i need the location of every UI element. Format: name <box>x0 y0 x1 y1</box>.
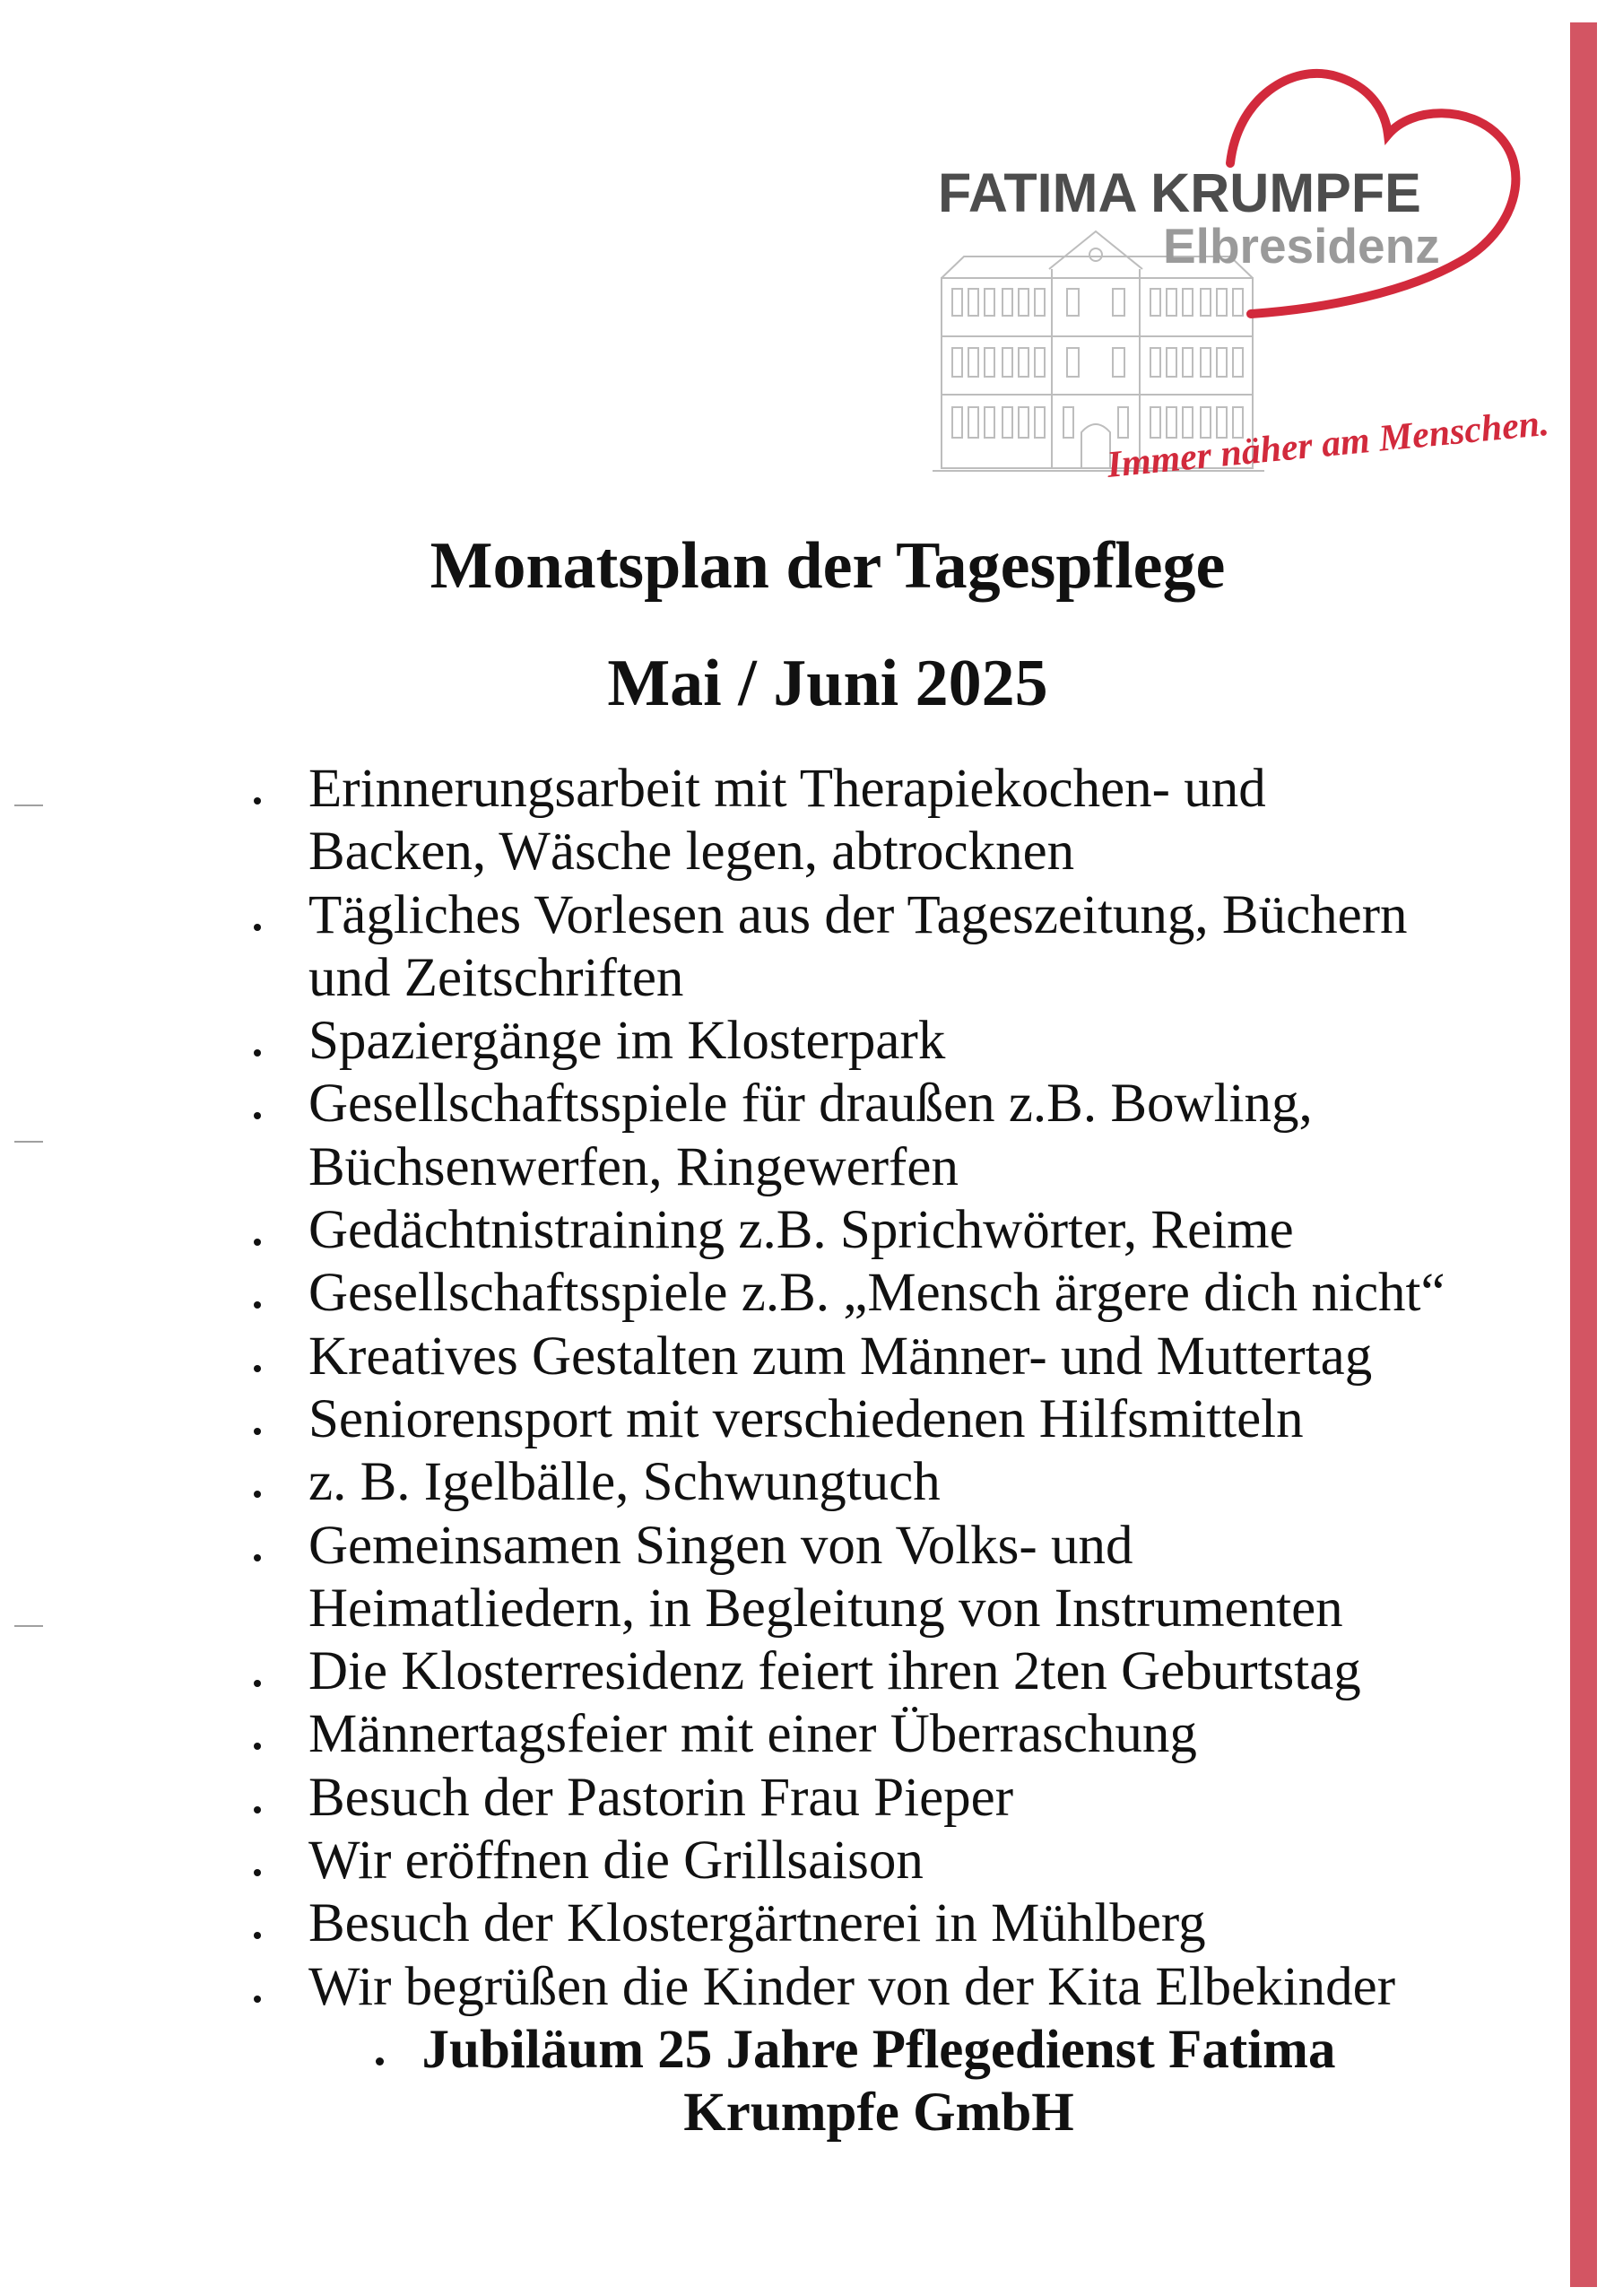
list-item-line: Gesellschaftsspiele z.B. „Mensch ärgere dich nicht“ <box>308 1263 1445 1324</box>
bullet-icon <box>254 924 261 931</box>
bullet-icon <box>254 1301 261 1309</box>
bullet-icon <box>254 1869 261 1876</box>
list-item-line: Erinnerungsarbeit mit Therapiekochen- und <box>308 759 1266 819</box>
bullet-icon <box>254 1049 261 1057</box>
margin-mark <box>14 1625 43 1627</box>
page-subtitle: Mai / Juni 2025 <box>607 647 1048 720</box>
logo-name: FATIMA KRUMPFE <box>938 162 1421 223</box>
highlight-line-text: Jubiläum 25 Jahre Pflegedienst Fatima <box>421 2020 1336 2080</box>
list-item-line: Besuch der Klostergärtnerei in Mühlberg <box>308 1893 1206 1954</box>
logo <box>0 0 1623 538</box>
bullet-icon <box>254 1806 261 1813</box>
bullet-icon <box>254 1112 261 1119</box>
list-item <box>308 1703 1445 1766</box>
list-item <box>308 1515 1445 1641</box>
bullet-icon <box>254 1743 261 1750</box>
list-item <box>308 1326 1445 1388</box>
list-item-line: Die Klosterresidenz feiert ihren 2ten Geburtstag <box>308 1641 1361 1702</box>
activity-list <box>308 758 1445 2019</box>
bullet-icon <box>376 2057 384 2066</box>
list-item-line: Seniorensport mit verschiedenen Hilfsmitteln <box>308 1388 1304 1449</box>
logo-subtitle: Elbresidenz <box>1163 218 1440 274</box>
highlight-line: Krumpfe GmbH <box>683 2083 1074 2144</box>
list-item-line: Gemeinsamen Singen von Volks- und <box>308 1515 1133 1576</box>
page-title: Monatsplan der Tagespflege <box>430 529 1226 603</box>
list-item <box>308 758 1445 884</box>
list-item <box>308 1010 1445 1073</box>
list-item-line: Kreatives Gestalten zum Männer- und Muttertag <box>308 1326 1373 1387</box>
list-item-line: Wir begrüßen die Kinder von der Kita Elbekinder <box>308 1956 1396 2017</box>
margin-mark <box>14 1141 43 1143</box>
list-item <box>308 1956 1445 2019</box>
highlight-line-1-wrap <box>341 2019 1417 2082</box>
list-item <box>308 1892 1445 1955</box>
list-item-line: Tägliches Vorlesen aus der Tageszeitung, Büchern <box>308 884 1408 945</box>
bullet-icon <box>254 1428 261 1435</box>
list-item-line: Gedächtnistraining z.B. Sprichwörter, Reime <box>308 1200 1294 1261</box>
list-item-line: und Zeitschriften <box>308 947 684 1008</box>
list-item-line: Besuch der Pastorin Frau Pieper <box>308 1767 1014 1828</box>
list-item-line: Wir eröffnen die Grillsaison <box>308 1831 924 1892</box>
bullet-icon <box>254 1554 261 1561</box>
bullet-icon <box>254 1365 261 1372</box>
margin-mark <box>14 804 43 806</box>
list-item <box>308 1388 1445 1451</box>
list-item <box>308 1073 1445 1199</box>
list-item-line: Heimatliedern, in Begleitung von Instrumenten <box>308 1578 1343 1639</box>
list-item-line: Spaziergänge im Klosterpark <box>308 1011 946 1072</box>
list-item <box>308 884 1445 1011</box>
list-item-line: Backen, Wäsche legen, abtrocknen <box>308 822 1075 883</box>
highlight-line <box>422 2020 1336 2080</box>
list-item <box>308 1640 1445 1703</box>
list-item <box>308 1262 1445 1325</box>
list-item-line: Büchsenwerfen, Ringewerfen <box>308 1136 959 1197</box>
bullet-icon <box>254 1680 261 1687</box>
list-item-line: z. B. Igelbälle, Schwungtuch <box>308 1452 941 1513</box>
highlight-item <box>341 2019 1417 2145</box>
logo-slogan: Immer näher am Menschen. <box>1105 402 1551 486</box>
bullet-icon <box>254 1932 261 1939</box>
list-item <box>308 1767 1445 1830</box>
list-item <box>308 1830 1445 1892</box>
bullet-icon <box>254 1239 261 1246</box>
list-item <box>308 1199 1445 1262</box>
bullet-icon <box>254 1996 261 2003</box>
list-item-line: Gesellschaftsspiele für draußen z.B. Bowling, <box>308 1074 1313 1135</box>
list-item <box>308 1451 1445 1514</box>
bullet-icon <box>254 1491 261 1498</box>
bullet-icon <box>254 797 261 804</box>
list-item-line: Männertagsfeier mit einer Überraschung <box>308 1704 1197 1765</box>
